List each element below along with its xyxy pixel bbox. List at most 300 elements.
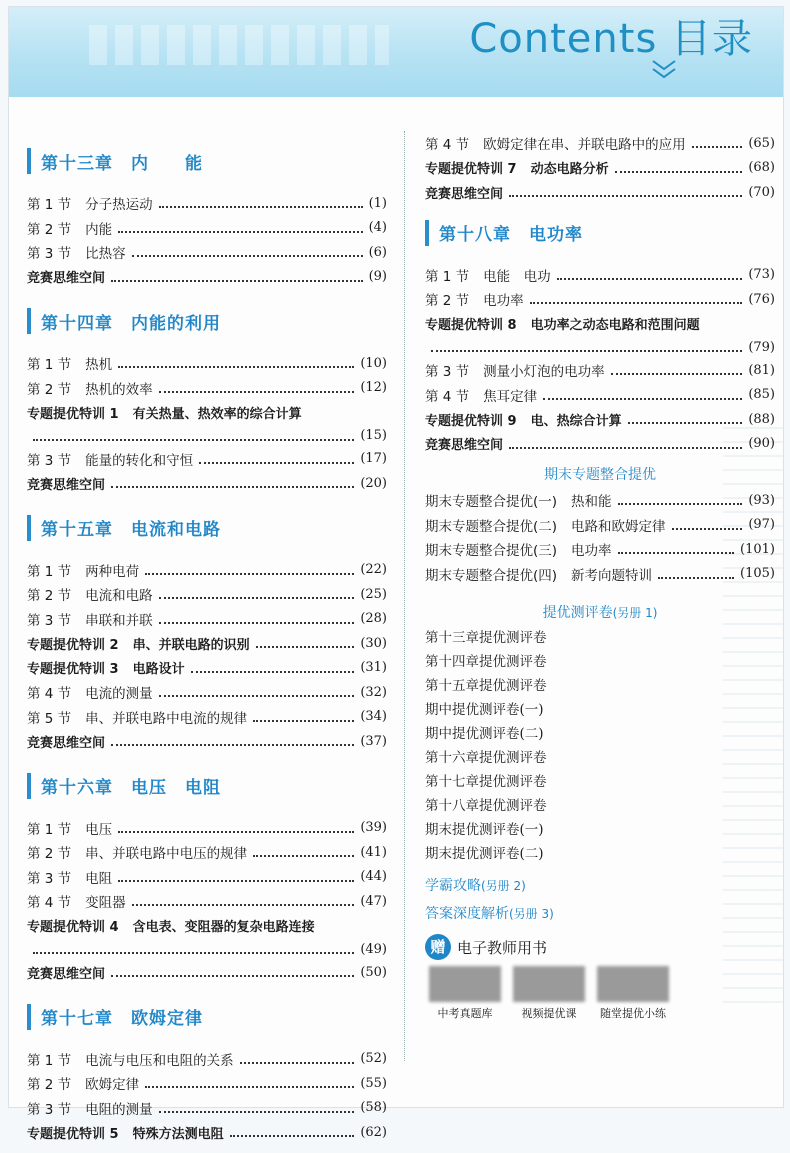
chapter-title: 第十三章 内 能 bbox=[41, 153, 203, 174]
toc-entry-row bbox=[27, 240, 387, 265]
toc-entry-row bbox=[27, 400, 387, 425]
qr-code-image bbox=[513, 966, 585, 1002]
qr-code-image bbox=[429, 966, 501, 1002]
toc-entry[interactable] bbox=[425, 287, 775, 312]
entry-label: 专题提优特训 4 bbox=[27, 920, 119, 936]
entry-page: (15) bbox=[360, 428, 387, 443]
toc-entry-row bbox=[425, 263, 775, 288]
entry-title: 串、并联电路的识别 bbox=[132, 637, 250, 653]
supplement-item[interactable] bbox=[425, 872, 775, 900]
chapter-marker bbox=[425, 220, 429, 246]
leader-dots bbox=[543, 398, 742, 400]
test-paper-item[interactable]: 第十六章提优测评卷 bbox=[425, 750, 547, 766]
leader-dots bbox=[111, 486, 354, 488]
toc-entry-row bbox=[27, 265, 387, 290]
entry-page: (105) bbox=[740, 566, 775, 582]
chapter-heading bbox=[27, 768, 387, 804]
entry-title: 分子热运动 bbox=[85, 197, 153, 214]
toc-entry-row bbox=[27, 582, 387, 607]
entry-page: (50) bbox=[360, 964, 387, 980]
entry-page: (6) bbox=[368, 244, 387, 260]
toc-entry[interactable] bbox=[425, 432, 775, 457]
toc-entry-row bbox=[27, 656, 387, 681]
entry-title: 热机 bbox=[85, 357, 113, 374]
toc-entry[interactable] bbox=[425, 562, 775, 587]
entry-page: (76) bbox=[748, 291, 775, 307]
toc-entry-row bbox=[425, 156, 775, 181]
leader-dots bbox=[111, 744, 354, 746]
toc-entry[interactable] bbox=[27, 816, 387, 841]
entry-page-wrapped bbox=[27, 938, 387, 960]
entry-page: (9) bbox=[368, 269, 387, 285]
entry-label: 第 3 节 bbox=[27, 612, 72, 629]
entry-title: 比热容 bbox=[85, 246, 126, 263]
entry-title: 串、并联电路中电压的规律 bbox=[85, 846, 248, 863]
toc-entry-row bbox=[27, 471, 387, 496]
entry-page: (34) bbox=[360, 709, 387, 725]
leader-dots bbox=[145, 573, 354, 575]
entry-label: 第 3 节 bbox=[27, 452, 72, 469]
entry-label: 专题提优特训 3 bbox=[27, 662, 119, 678]
entry-title: 变阻器 bbox=[85, 895, 126, 912]
entry-page: (81) bbox=[748, 362, 775, 378]
toc-entry-row bbox=[27, 1120, 387, 1145]
entry-page: (58) bbox=[360, 1100, 387, 1116]
toc-entry[interactable] bbox=[27, 729, 387, 754]
leader-dots bbox=[159, 206, 363, 208]
entry-title: 电路和欧姆定律 bbox=[571, 518, 666, 535]
toc-entry-row bbox=[425, 287, 775, 312]
leader-dots bbox=[159, 391, 355, 393]
qr-code-block[interactable] bbox=[513, 966, 585, 1021]
entry-label: 期末专题整合提优(四) bbox=[425, 567, 558, 584]
entry-label: 第 1 节 bbox=[425, 268, 470, 285]
entry-title: 电功率 bbox=[571, 543, 612, 560]
leader-dots bbox=[253, 855, 354, 857]
toc-entry-row bbox=[27, 816, 387, 841]
entry-page: (62) bbox=[360, 1124, 387, 1140]
qr-code-row bbox=[429, 966, 669, 1021]
entry-page: (70) bbox=[748, 184, 775, 200]
entry-page: (97) bbox=[748, 517, 775, 533]
entry-title: 电流与电压和电阻的关系 bbox=[85, 1052, 234, 1069]
entry-page: (101) bbox=[740, 541, 775, 557]
toc-entry-row bbox=[27, 376, 387, 401]
toc-entry[interactable] bbox=[27, 265, 387, 290]
chapter-heading bbox=[27, 999, 387, 1035]
entry-label: 专题提优特训 9 bbox=[425, 413, 517, 429]
leader-dots bbox=[658, 577, 734, 579]
entry-title: 能量的转化和守恒 bbox=[85, 452, 194, 469]
toc-entry[interactable] bbox=[27, 240, 387, 265]
leader-dots bbox=[159, 597, 355, 599]
toc-entry[interactable] bbox=[27, 447, 387, 472]
toc-entry-row bbox=[425, 407, 775, 432]
leader-dots bbox=[132, 904, 355, 906]
entry-page: (79) bbox=[748, 339, 775, 355]
entry-page: (47) bbox=[360, 893, 387, 909]
toc-entry-row bbox=[27, 607, 387, 632]
toc-entry[interactable] bbox=[27, 656, 387, 681]
test-paper-item[interactable]: 第十七章提优测评卷 bbox=[425, 774, 547, 790]
supplement-volume: (另册 2) bbox=[481, 879, 526, 893]
test-paper-item[interactable]: 期中提优测评卷(一) bbox=[425, 702, 544, 718]
leader-dots bbox=[557, 278, 743, 280]
entry-title: 欧姆定律在串、并联电路中的应用 bbox=[483, 137, 686, 154]
leader-dots bbox=[530, 302, 743, 304]
entry-title: 新考向题特训 bbox=[571, 567, 653, 584]
toc-entry-row bbox=[27, 889, 387, 914]
entry-page: (22) bbox=[360, 562, 387, 578]
toc-entry[interactable] bbox=[27, 1071, 387, 1096]
leader-dots bbox=[118, 831, 354, 833]
entry-label: 第 3 节 bbox=[27, 870, 72, 887]
entry-label: 第 1 节 bbox=[27, 197, 72, 214]
toc-entry[interactable] bbox=[27, 960, 387, 985]
entry-title: 特殊方法测电阻 bbox=[132, 1126, 224, 1142]
entry-page-wrapped bbox=[425, 336, 775, 358]
supplement-item[interactable] bbox=[425, 900, 775, 928]
leader-dots bbox=[230, 1135, 355, 1137]
toc-entry[interactable] bbox=[425, 156, 775, 181]
entry-page-wrapped bbox=[27, 425, 387, 447]
toc-entry[interactable] bbox=[27, 1096, 387, 1121]
entry-label: 专题提优特训 2 bbox=[27, 637, 119, 653]
chapter-marker bbox=[27, 773, 31, 799]
chapter-title: 第十六章 电压 电阻 bbox=[41, 778, 221, 798]
header-band bbox=[9, 7, 783, 97]
chapter-marker bbox=[27, 308, 31, 334]
leader-dots bbox=[145, 1086, 354, 1088]
entry-title: 含电表、变阻器的复杂电路连接 bbox=[132, 920, 315, 936]
entry-label: 竞赛思维空间 bbox=[27, 477, 106, 493]
entry-title: 电阻的测量 bbox=[85, 1101, 153, 1118]
entry-title: 电能 电功 bbox=[483, 268, 551, 285]
entry-title: 串联和并联 bbox=[85, 612, 153, 629]
gift-line bbox=[425, 932, 775, 962]
final-section-heading: 期末专题整合提优 bbox=[544, 467, 656, 483]
entry-page: (90) bbox=[748, 436, 775, 452]
leader-dots bbox=[256, 646, 355, 648]
leader-dots bbox=[672, 528, 743, 530]
leader-dots bbox=[431, 350, 742, 352]
toc-entry[interactable] bbox=[27, 471, 387, 496]
leader-dots bbox=[191, 671, 355, 673]
entry-title: 焦耳定律 bbox=[483, 388, 538, 405]
leader-dots bbox=[618, 552, 734, 554]
entry-title: 电、热综合计算 bbox=[530, 413, 622, 429]
toc-entry[interactable] bbox=[425, 407, 775, 432]
entry-label: 期末专题整合提优(三) bbox=[425, 543, 558, 560]
chapter-heading bbox=[425, 215, 775, 251]
toc-entry[interactable] bbox=[27, 582, 387, 607]
entry-label: 第 2 节 bbox=[27, 221, 72, 238]
chapter-marker bbox=[27, 515, 31, 541]
entry-page: (39) bbox=[360, 820, 387, 836]
entry-label: 第 4 节 bbox=[425, 388, 470, 405]
tests-heading: 提优测评卷(另册 1) bbox=[542, 605, 658, 621]
entry-title: 两种电荷 bbox=[85, 563, 140, 580]
leader-dots bbox=[118, 231, 362, 233]
left-column bbox=[27, 137, 387, 1153]
leader-dots bbox=[611, 373, 743, 375]
supplement-title: 答案深度解析 bbox=[425, 906, 509, 922]
entry-page: (31) bbox=[360, 660, 387, 676]
entry-title: 有关热量、热效率的综合计算 bbox=[132, 406, 302, 422]
entry-title: 内能 bbox=[85, 221, 113, 238]
entry-title: 电路设计 bbox=[132, 662, 185, 678]
gift-text: 电子教师用书 bbox=[457, 938, 548, 957]
toc-entry-row bbox=[425, 537, 775, 562]
leader-dots bbox=[132, 255, 363, 257]
leader-dots bbox=[199, 462, 354, 464]
toc-entry-row bbox=[425, 180, 775, 205]
entry-label: 第 4 节 bbox=[27, 686, 72, 703]
toc-entry[interactable] bbox=[27, 1047, 387, 1072]
entry-label: 第 1 节 bbox=[27, 563, 72, 580]
entry-title: 热机的效率 bbox=[85, 381, 153, 398]
toc-entry[interactable] bbox=[425, 263, 775, 288]
leader-dots bbox=[159, 622, 355, 624]
toc-entry[interactable] bbox=[425, 131, 775, 156]
right-column bbox=[425, 131, 775, 1021]
toc-entry-row bbox=[27, 865, 387, 890]
toc-entry-row bbox=[425, 383, 775, 408]
toc-entry[interactable] bbox=[27, 631, 387, 656]
entry-label: 第 2 节 bbox=[27, 381, 72, 398]
toc-entry[interactable] bbox=[425, 312, 775, 359]
chapter-heading bbox=[27, 510, 387, 546]
toc-entry-row bbox=[27, 729, 387, 754]
entry-page: (73) bbox=[748, 267, 775, 283]
entry-title: 电阻 bbox=[85, 870, 113, 887]
entry-page: (55) bbox=[360, 1075, 387, 1091]
entry-label: 专题提优特训 5 bbox=[27, 1126, 119, 1142]
entry-label: 竞赛思维空间 bbox=[425, 186, 504, 202]
toc-entry[interactable] bbox=[27, 705, 387, 730]
column-divider bbox=[404, 131, 405, 1061]
toc-entry-row bbox=[27, 1047, 387, 1072]
test-paper-item[interactable]: 第十五章提优测评卷 bbox=[425, 678, 547, 694]
leader-dots bbox=[253, 720, 354, 722]
chevron-down-icon bbox=[649, 57, 679, 81]
leader-dots bbox=[118, 880, 354, 882]
entry-page: (28) bbox=[360, 611, 387, 627]
toc-entry[interactable] bbox=[27, 400, 387, 447]
entry-title: 电功率 bbox=[483, 293, 524, 310]
entry-title: 电流和电路 bbox=[85, 588, 153, 605]
entry-label: 专题提优特训 1 bbox=[27, 406, 119, 422]
entry-label: 第 4 节 bbox=[27, 895, 72, 912]
toc-entry[interactable] bbox=[27, 216, 387, 241]
toc-entry-row bbox=[27, 1096, 387, 1121]
entry-page: (88) bbox=[748, 411, 775, 427]
entry-label: 第 1 节 bbox=[27, 1052, 72, 1069]
entry-title: 热和能 bbox=[571, 494, 612, 511]
entry-page: (30) bbox=[360, 635, 387, 651]
entry-label: 第 4 节 bbox=[425, 137, 470, 154]
test-paper-item[interactable]: 第十四章提优测评卷 bbox=[425, 654, 547, 670]
toc-entry-row bbox=[425, 513, 775, 538]
toc-entry[interactable] bbox=[27, 889, 387, 914]
test-paper-item[interactable]: 第十八章提优测评卷 bbox=[425, 798, 547, 814]
entry-label: 专题提优特训 7 bbox=[425, 162, 517, 178]
chapter-title: 第十七章 欧姆定律 bbox=[41, 1009, 203, 1029]
toc-entry-row bbox=[425, 358, 775, 383]
toc-entry[interactable] bbox=[425, 383, 775, 408]
toc-entry[interactable] bbox=[425, 537, 775, 562]
toc-entry-row bbox=[27, 1071, 387, 1096]
entry-page: (20) bbox=[360, 475, 387, 491]
entry-page: (10) bbox=[360, 355, 387, 371]
toc-entry-row bbox=[27, 558, 387, 583]
toc-entry-row bbox=[27, 960, 387, 985]
entry-title: 电压 bbox=[85, 821, 113, 838]
entry-label: 第 1 节 bbox=[27, 357, 72, 374]
leader-dots bbox=[615, 171, 743, 173]
entry-label: 第 3 节 bbox=[27, 1101, 72, 1118]
leader-dots bbox=[692, 146, 743, 148]
chapter-marker bbox=[27, 148, 31, 174]
toc-entry-row bbox=[27, 705, 387, 730]
toc-entry[interactable] bbox=[27, 1120, 387, 1145]
toc-entry[interactable] bbox=[27, 351, 387, 376]
qr-code-caption: 视频提优课 bbox=[521, 1007, 577, 1020]
toc-entry-row bbox=[27, 631, 387, 656]
entry-title: 测量小灯泡的电功率 bbox=[483, 364, 605, 381]
toc-entry[interactable] bbox=[27, 376, 387, 401]
entry-page: (17) bbox=[360, 451, 387, 467]
toc-entry-row bbox=[27, 914, 387, 939]
entry-label: 第 3 节 bbox=[27, 246, 72, 263]
entry-label: 竞赛思维空间 bbox=[27, 735, 106, 751]
toc-entry-row bbox=[27, 351, 387, 376]
entry-title: 动态电路分析 bbox=[530, 162, 609, 178]
toc-entry[interactable] bbox=[425, 180, 775, 205]
leader-dots bbox=[509, 195, 742, 197]
chapter-title: 第十五章 电流和电路 bbox=[41, 520, 221, 540]
entry-label: 竞赛思维空间 bbox=[27, 271, 106, 287]
leader-dots bbox=[159, 695, 355, 697]
toc-entry-row bbox=[425, 312, 775, 337]
entry-title: 欧姆定律 bbox=[85, 1077, 140, 1094]
entry-page: (49) bbox=[360, 941, 387, 957]
test-paper-item[interactable]: 期末提优测评卷(一) bbox=[425, 822, 544, 838]
leader-dots bbox=[509, 447, 742, 449]
entry-label: 第 2 节 bbox=[425, 293, 470, 310]
chapter-title: 第十八章 电功率 bbox=[439, 225, 583, 245]
chapter-heading bbox=[27, 303, 387, 339]
entry-page: (93) bbox=[748, 492, 775, 508]
chapter-title: 第十四章 内能的利用 bbox=[41, 313, 221, 334]
entry-page: (32) bbox=[360, 684, 387, 700]
entry-page: (68) bbox=[748, 160, 775, 176]
header-decoration bbox=[89, 25, 389, 65]
entry-title: 串、并联电路中电流的规律 bbox=[85, 710, 248, 727]
entry-label: 第 3 节 bbox=[425, 364, 470, 381]
entry-page: (12) bbox=[360, 380, 387, 396]
qr-code-caption: 随堂提优小练 bbox=[600, 1007, 666, 1020]
toc-entry[interactable] bbox=[425, 358, 775, 383]
toc-entry[interactable] bbox=[27, 914, 387, 961]
toc-entry-row bbox=[425, 562, 775, 587]
toc-entry-row bbox=[27, 680, 387, 705]
supplement-title: 学霸攻略 bbox=[425, 878, 481, 894]
chapter-marker bbox=[27, 1004, 31, 1030]
entry-label: 第 2 节 bbox=[27, 588, 72, 605]
entry-page: (41) bbox=[360, 844, 387, 860]
qr-code-image bbox=[597, 966, 669, 1002]
toc-entry[interactable] bbox=[27, 607, 387, 632]
entry-page: (25) bbox=[360, 586, 387, 602]
entry-label: 竞赛思维空间 bbox=[27, 966, 106, 982]
entry-label: 第 2 节 bbox=[27, 846, 72, 863]
leader-dots bbox=[111, 280, 363, 282]
qr-code-block[interactable] bbox=[597, 966, 669, 1021]
page-title: Contents 目录 bbox=[469, 16, 753, 62]
entry-page: (65) bbox=[748, 135, 775, 151]
entry-page: (52) bbox=[360, 1051, 387, 1067]
entry-label: 第 1 节 bbox=[27, 821, 72, 838]
leader-dots bbox=[628, 422, 743, 424]
entry-label: 期末专题整合提优(二) bbox=[425, 518, 558, 535]
entry-page: (1) bbox=[368, 195, 387, 211]
entry-label: 期末专题整合提优(一) bbox=[425, 494, 558, 511]
chapter-heading bbox=[27, 143, 387, 179]
test-paper-item[interactable]: 期中提优测评卷(二) bbox=[425, 726, 544, 742]
entry-label: 第 5 节 bbox=[27, 710, 72, 727]
entry-title: 电功率之动态电路和范围问题 bbox=[530, 318, 700, 334]
supplement-volume: (另册 3) bbox=[509, 907, 554, 921]
entry-label: 专题提优特训 8 bbox=[425, 318, 517, 334]
entry-label: 竞赛思维空间 bbox=[425, 438, 504, 454]
leader-dots bbox=[159, 1111, 355, 1113]
leader-dots bbox=[618, 503, 743, 505]
entry-page: (44) bbox=[360, 869, 387, 885]
qr-code-caption: 中考真题库 bbox=[437, 1007, 493, 1020]
toc-entry[interactable] bbox=[27, 865, 387, 890]
toc-entry-row bbox=[425, 432, 775, 457]
test-paper-item[interactable]: 第十三章提优测评卷 bbox=[425, 630, 547, 646]
leader-dots bbox=[240, 1062, 355, 1064]
toc-entry[interactable] bbox=[27, 840, 387, 865]
toc-entry[interactable] bbox=[27, 191, 387, 216]
entry-page: (85) bbox=[748, 387, 775, 403]
test-paper-item[interactable]: 期末提优测评卷(二) bbox=[425, 846, 544, 862]
toc-entry[interactable] bbox=[27, 558, 387, 583]
gift-badge: 赠 bbox=[425, 934, 451, 960]
toc-entry[interactable] bbox=[27, 680, 387, 705]
entry-label: 第 2 节 bbox=[27, 1077, 72, 1094]
leader-dots bbox=[111, 975, 354, 977]
toc-entry-row bbox=[425, 131, 775, 156]
entry-page: (4) bbox=[368, 220, 387, 236]
toc-page bbox=[8, 6, 784, 1142]
toc-entry[interactable] bbox=[425, 513, 775, 538]
entry-page: (37) bbox=[360, 733, 387, 749]
toc-entry-row bbox=[27, 447, 387, 472]
leader-dots bbox=[33, 439, 354, 441]
entry-title: 电流的测量 bbox=[85, 686, 153, 703]
toc-entry-row bbox=[27, 216, 387, 241]
toc-entry-row bbox=[27, 191, 387, 216]
leader-dots bbox=[33, 952, 354, 954]
toc-entry[interactable] bbox=[425, 488, 775, 513]
toc-entry-row bbox=[425, 488, 775, 513]
toc-entry-row bbox=[27, 840, 387, 865]
qr-code-block[interactable] bbox=[429, 966, 501, 1021]
leader-dots bbox=[118, 366, 354, 368]
